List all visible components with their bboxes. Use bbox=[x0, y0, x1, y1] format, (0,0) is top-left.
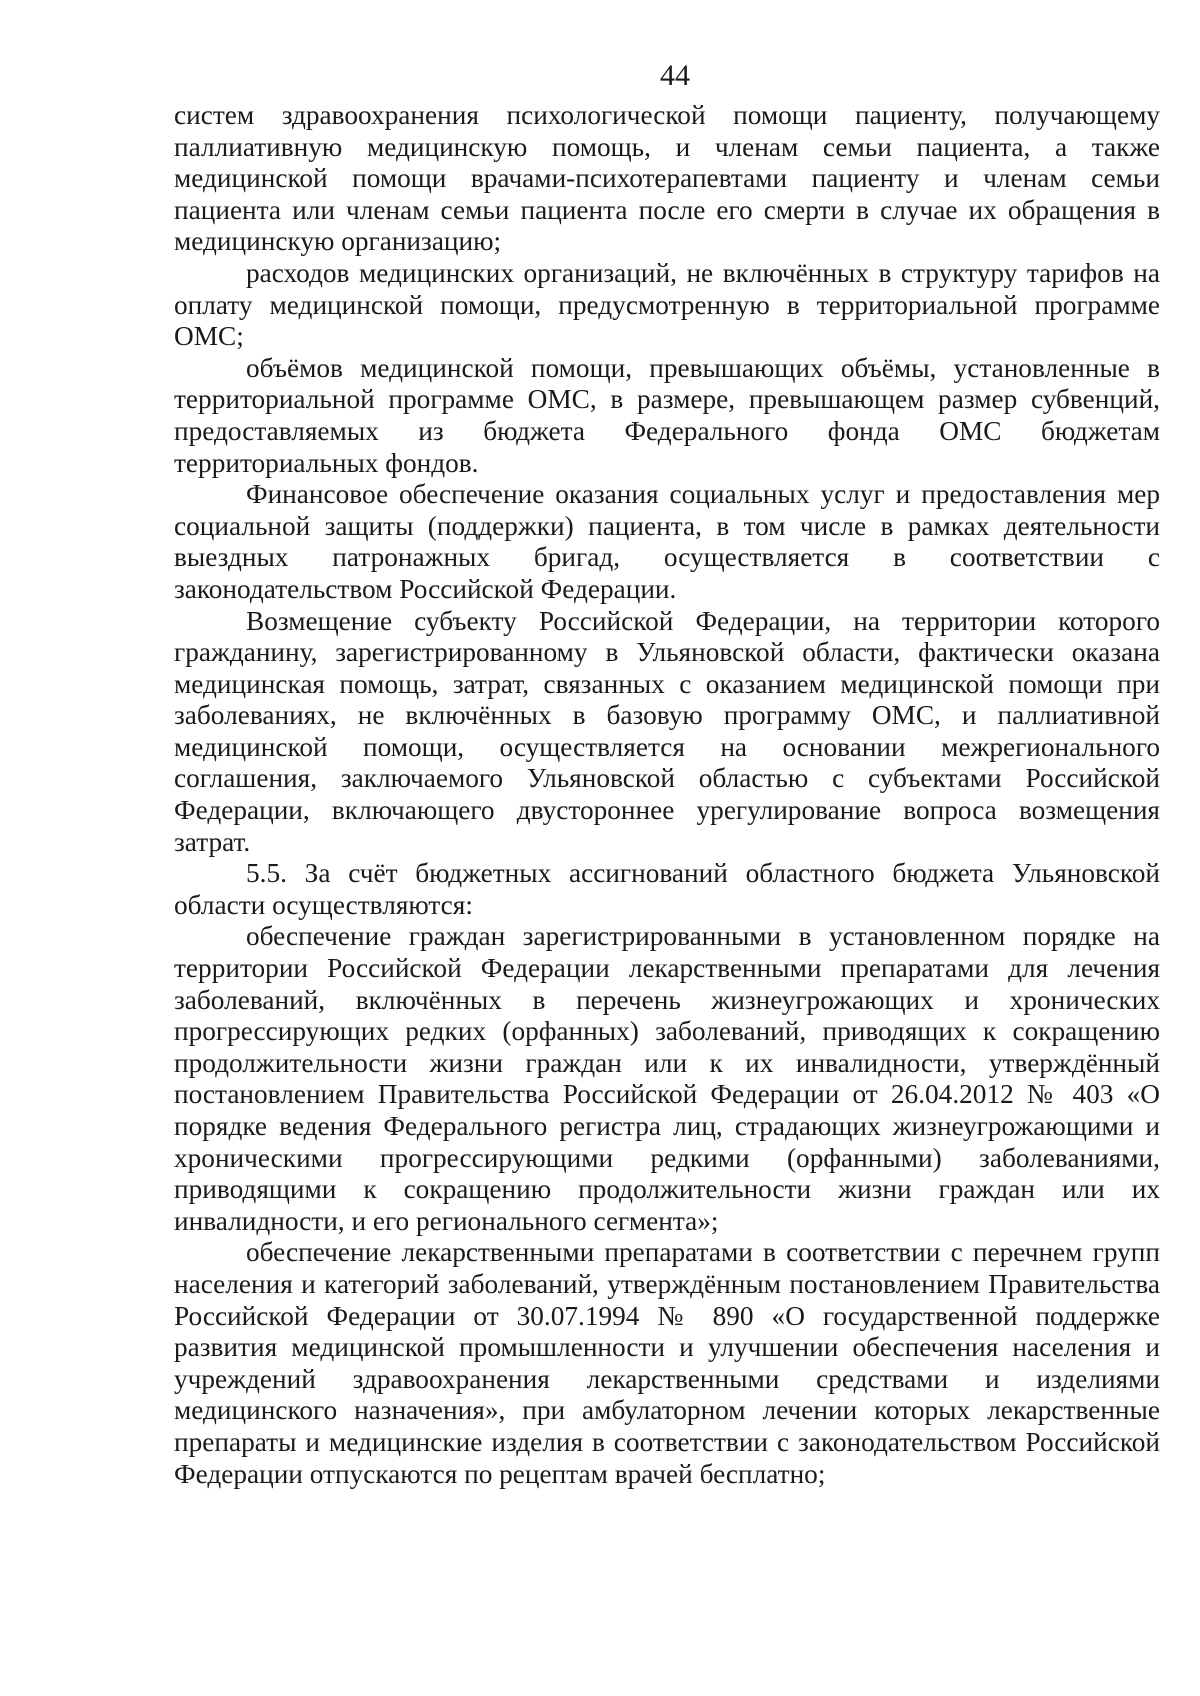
page-number: 44 bbox=[660, 59, 690, 92]
paragraph: систем здравоохранения психологической помощи пациенту, получающему паллиативную медицинскую помощь, и членам семьи пациента, а также медицинской помощи врачами-психотерапевтами пациенту и членам семьи пациента или членам семьи пациента после его смерти в случае их обращения в медицинскую организацию; bbox=[174, 100, 1160, 257]
section-5-5-paragraph: 5.5. За счёт бюджетных ассигнований областного бюджета Ульяновской области осуществляются: bbox=[174, 858, 1160, 920]
paragraph: Возмещение субъекту Российской Федерации, на территории которого гражданину, зарегистрированному в Ульяновской области, фактически оказана медицинская помощь, затрат, связанных с оказанием медицинской помощи при заболеваниях, не включённых в базовую программу ОМС, и паллиативной медицинской помощи, осуществляется на основании межрегионального соглашения, заключаемого Ульяновской областью с субъектами Российской Федерации, включающего двустороннее урегулирование вопроса возмещения затрат. bbox=[174, 605, 1160, 857]
paragraph: объёмов медицинской помощи, превышающих объёмы, установленные в территориальной программе ОМС, в размере, превышающем размер субвенций, предоставляемых из бюджета Федерального фонда ОМС бюджетам территориальных фондов. bbox=[174, 352, 1160, 478]
paragraph: Финансовое обеспечение оказания социальных услуг и предоставления мер социальной защиты (поддержки) пациента, в том числе в рамках деятельности выездных патронажных бригад, осуществляется в соответствии с законодательством Российской Федерации. bbox=[174, 479, 1160, 604]
paragraph: расходов медицинских организаций, не включённых в структуру тарифов на оплату медицинской помощи, предусмотренную в территориальной программе ОМС; bbox=[174, 257, 1160, 352]
paragraph: обеспечение граждан зарегистрированными в установленном порядке на территории Российской Федерации лекарственными препаратами для лечения заболеваний, включённых в перечень жизнеугрожающих и хронических прогрессирующих редких (орфанных) заболеваний, приводящих к сокращению продолжительности жизни граждан или к их инвалидности, утверждённый постановлением Правительства Российской Федерации от 26.04.2012 № 403 «О порядке ведения Федерального регистра лиц, страдающих жизнеугрожающими и хроническими прогрессирующими редкими (орфанными) заболеваниями, приводящими к сокращению продолжительности жизни граждан или их инвалидности, и его регионального сегмента»; bbox=[174, 921, 1160, 1236]
document-body bbox=[174, 100, 1160, 1490]
paragraph: обеспечение лекарственными препаратами в соответствии с перечнем групп населения и категорий заболеваний, утверждённым постановлением Правительства Российской Федерации от 30.07.1994 № 890 «О государственной поддержке развития медицинской промышленности и улучшении обеспечения населения и учреждений здравоохранения лекарственными средствами и изделиями медицинского назначения», при амбулаторном лечении которых лекарственные препараты и медицинские изделия в соответствии с законодательством Российской Федерации отпускаются по рецептам врачей бесплатно; bbox=[174, 1237, 1160, 1489]
